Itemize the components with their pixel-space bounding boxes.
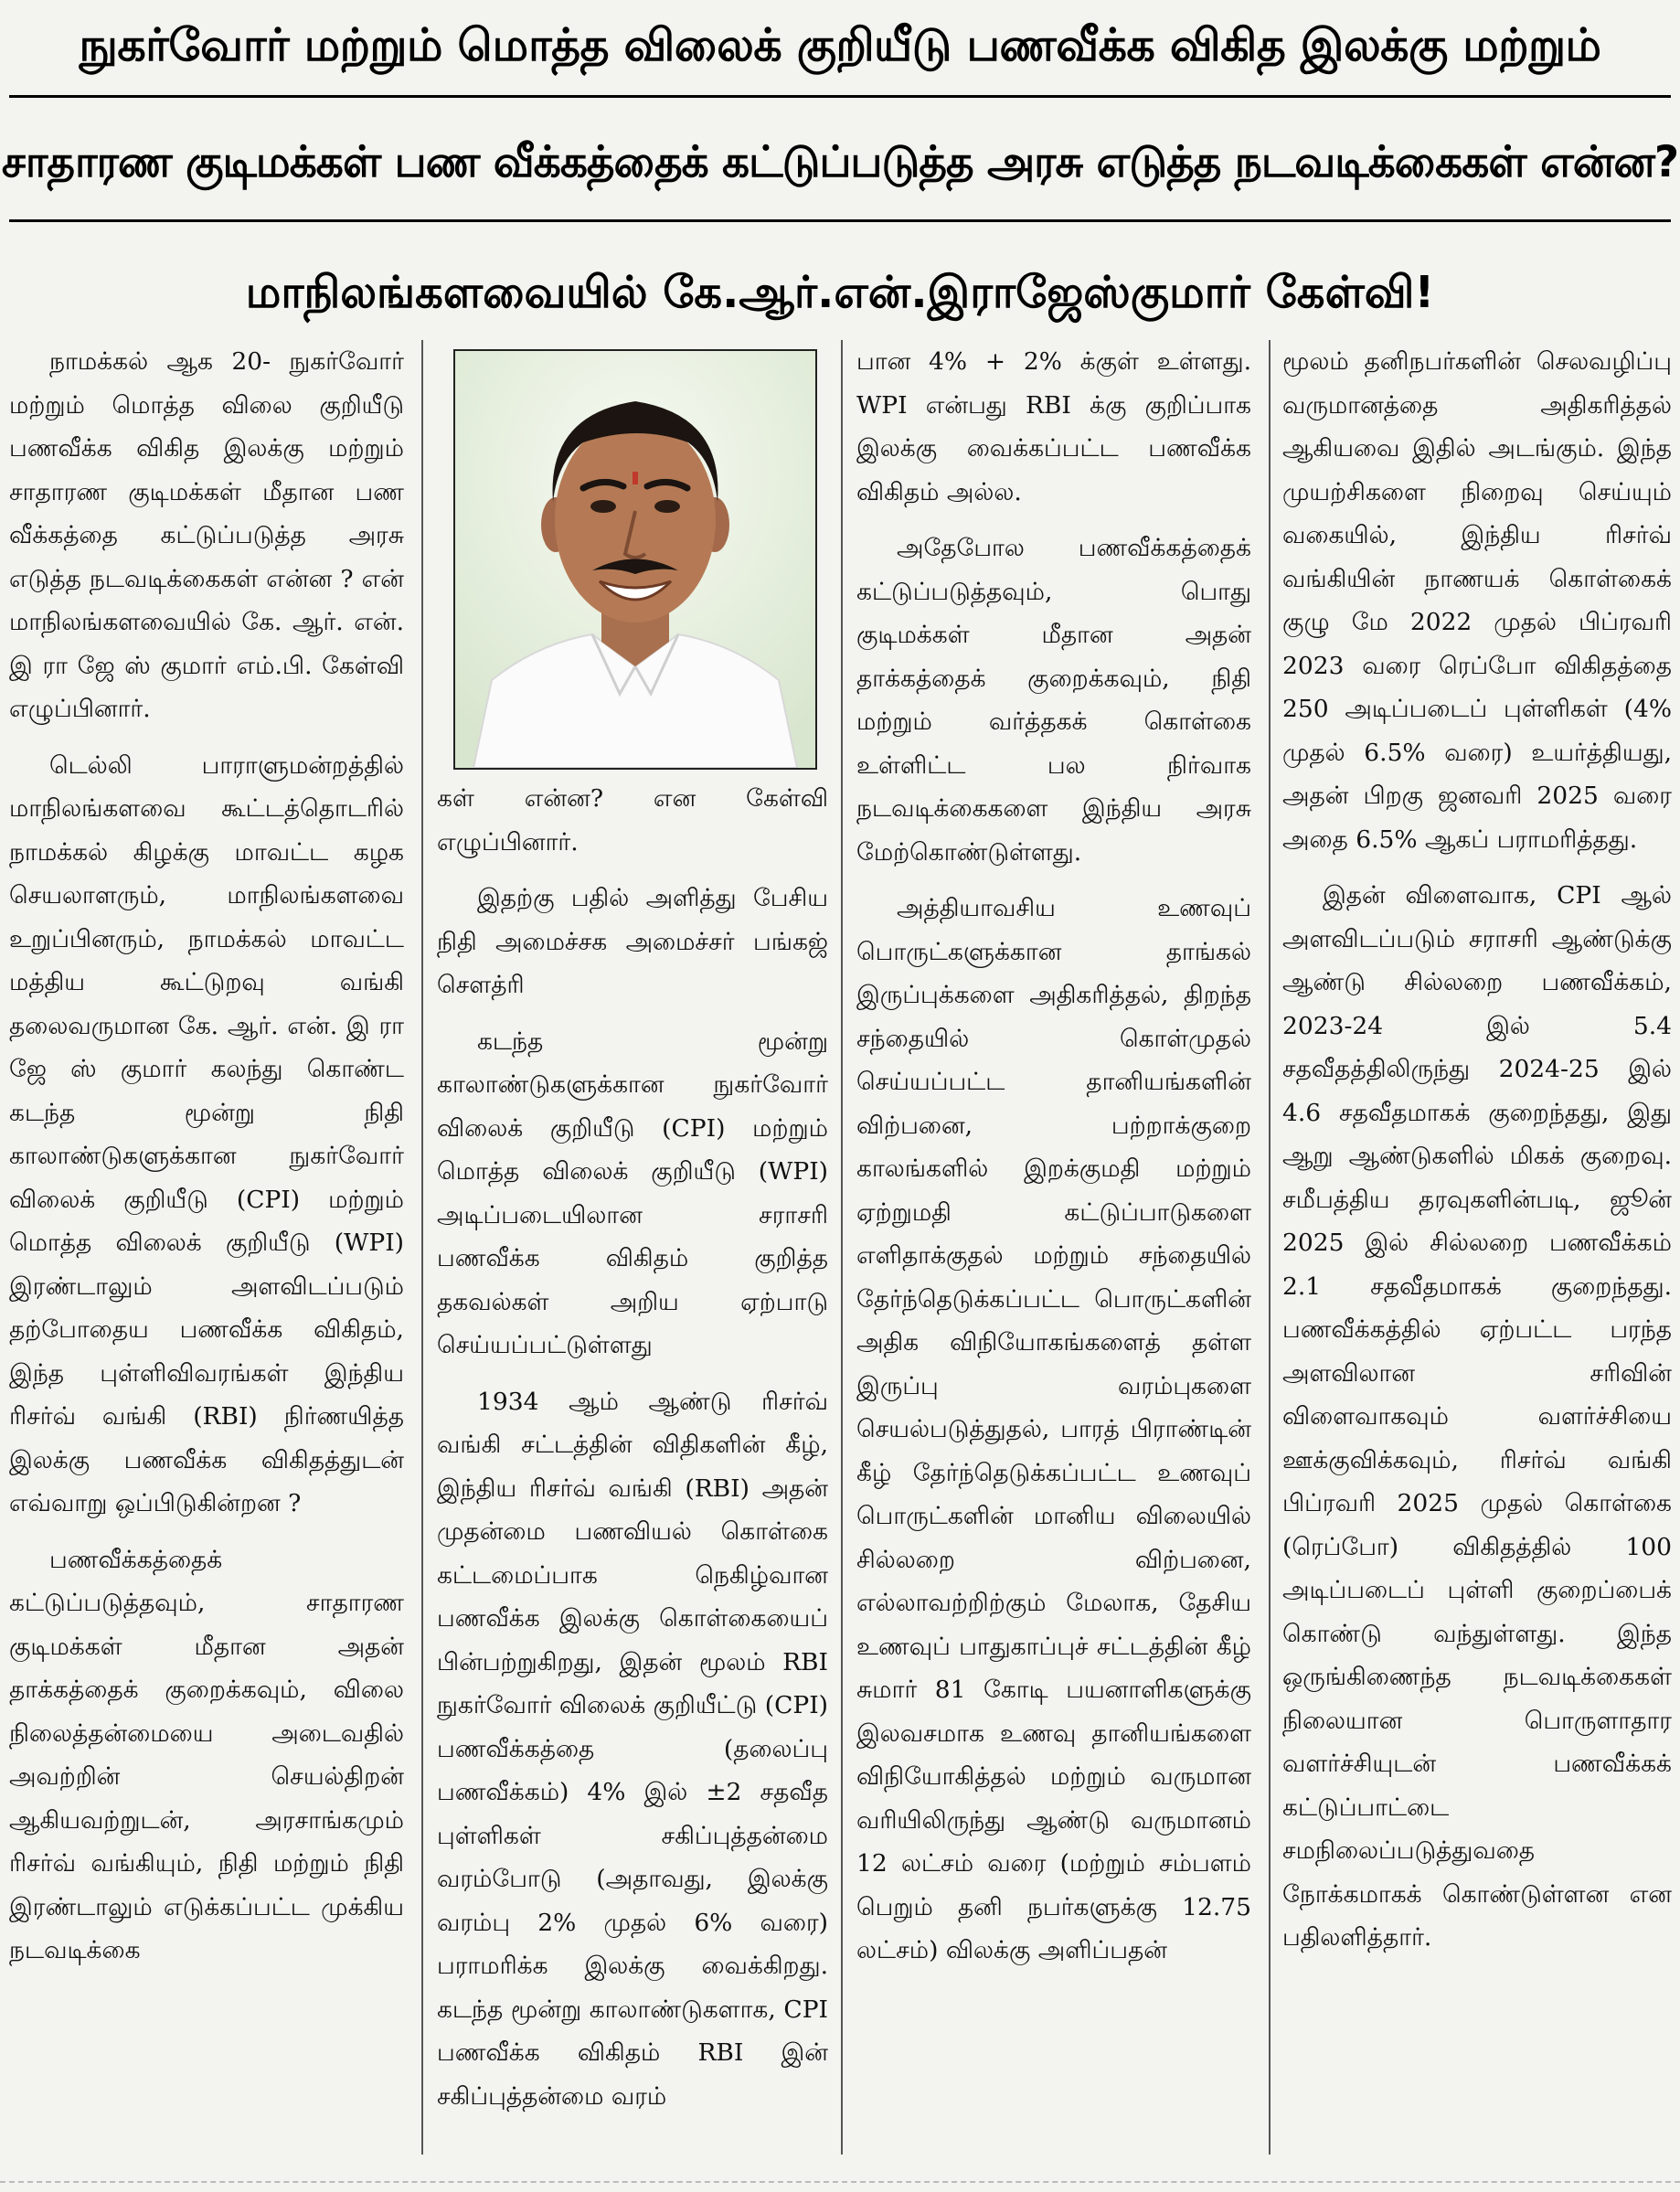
article-column-4 [1282,340,1672,2159]
article-paragraph: அதேபோல பணவீக்கத்தைக் கட்டுப்படுத்தவும், பொது குடிமக்கள் மீதான அதன் தாக்கத்தைக் குறைக்கவும், நிதி மற்றும் வர்த்தகக் கொள்கை உள்ளிட்ட பல நிர்வாக நடவடிக்கைகளை இந்திய அரசு மேற்கொண்டுள்ளது. [856,534,1251,867]
column-divider [841,340,843,2155]
headline-rule-top [9,95,1671,98]
article-paragraph: கடந்த மூன்று காலாண்டுகளுக்கான நுகர்வோர் விலைக் குறியீடு (CPI) மற்றும் மொத்த விலைக் குறியீடு (WPI) அடிப்படையிலான சராசரி பணவீக்க விகிதம் குறித்த தகவல்கள் அறிய ஏற்பாடு செய்யப்பட்டுள்ளது [437,1027,828,1359]
article-paragraph: இதற்கு பதில் அளித்து பேசிய நிதி அமைச்சக அமைச்சர் பங்கஜ் சௌத்ரி [437,884,828,999]
article-column-1 [9,340,404,2159]
headline-line-1: நுகர்வோர் மற்றும் மொத்த விலைக் குறியீடு பணவீக்க விகித இலக்கு மற்றும் [79,19,1601,71]
article-paragraph: நாமக்கல் ஆக 20- நுகர்வோர் மற்றும் மொத்த விலை குறியீடு பணவீக்க விகித இலக்கு மற்றும் சாதாரண குடிமக்கள் மீதான பண வீக்கத்தை கட்டுப்படுத்த அரசு எடுத்த நடவடிக்கைகள் என்ன ? என் மாநிலங்களவையில் கே. ஆர். என். இ ரா ஜே ஸ் குமார் எம்.பி. கேள்வி எழுப்பினார். [9,347,404,723]
column-divider [421,340,423,2155]
headline-line-2: சாதாரண குடிமக்கள் பண வீக்கத்தைக் கட்டுப்படுத்த அரசு எடுத்த நடவடிக்கைகள் என்ன? [1,137,1679,187]
article-paragraph: 1934 ஆம் ஆண்டு ரிசர்வ் வங்கி சட்டத்தின் விதிகளின் கீழ், இந்திய ரிசர்வ் வங்கி (RBI) அதன் முதன்மை பணவியல் கொள்கை கட்டமைப்பாக நெகிழ்வான பணவீக்க இலக்கு கொள்கையைப் பின்பற்றுகிறது, இதன் மூலம் RBI நுகர்வோர் விலைக் குறியீட்டு (CPI) பணவீக்கத்தை (தலைப்பு பணவீக்கம்) 4% இல் ±2 சதவீத புள்ளிகள் சகிப்புத்தன்மை வரம்போடு (அதாவது, இலக்கு வரம்பு 2% முதல் 6% வரை) பராமரிக்க இலக்கு வைக்கிறது. கடந்த மூன்று காலாண்டுகளாக, CPI பணவீக்க விகிதம் RBI இன் சகிப்புத்தன்மை வரம் [437,1387,828,2111]
article-paragraph: மூலம் தனிநபர்களின் செலவழிப்பு வருமானத்தை அதிகரித்தல் ஆகியவை இதில் அடங்கும். இந்த முயற்சிகளை நிறைவு செய்யும் வகையில், இந்திய ரிசர்வ் வங்கியின் நாணயக் கொள்கைக் குழு மே 2022 முதல் பிப்ரவரி 2023 வரை ரெப்போ விகிதத்தை 250 அடிப்படைப் புள்ளிகள் (4% முதல் 6.5% வரை) உயர்த்தியது, அதன் பிறகு ஜனவரி 2025 வரை அதை 6.5% ஆகப் பராமரித்தது. [1282,347,1672,854]
article-paragraph: பணவீக்கத்தைக் கட்டுப்படுத்தவும், சாதாரண குடிமக்கள் மீதான அதன் தாக்கத்தைக் குறைக்கவும், விலை நிலைத்தன்மையை அடைவதில் அவற்றின் செயல்திறன் ஆகியவற்றுடன், அரசாங்கமும் ரிசர்வ் வங்கியும், நிதி மற்றும் நிதி இரண்டாலும் எடுக்கப்பட்ட முக்கிய நடவடிக்கை [9,1545,404,1964]
article-paragraph: டெல்லி பாராளுமன்றத்தில் மாநிலங்களவை கூட்டத்தொடரில் நாமக்கல் கிழக்கு மாவட்ட கழக செயலாளரும், மாநிலங்களவை உறுப்பினரும், நாமக்கல் மாவட்ட மத்திய கூட்டுறவு வங்கி தலைவருமான கே. ஆர். என். இ ரா ஜே ஸ் குமார் கலந்து கொண்ட கடந்த மூன்று நிதி காலாண்டுகளுக்கான நுகர்வோர் விலைக் குறியீடு (CPI) மற்றும் மொத்த விலைக் குறியீடு (WPI) இரண்டாலும் அளவிடப்படும் தற்போதைய பணவீக்க விகிதம், இந்த புள்ளிவிவரங்கள் இந்திய ரிசர்வ் வங்கி (RBI) நிர்ணயித்த இலக்கு பணவீக்க விகிதத்துடன் எவ்வாறு ஒப்பிடுகின்றன ? [9,750,404,1517]
article-column-2 [437,777,828,2157]
column-divider [1269,340,1271,2155]
portrait-photo [453,349,817,770]
article-paragraph: கள் என்ன? என கேள்வி எழுப்பினார். [437,784,828,857]
article-column-3 [856,340,1251,2159]
article-paragraph: பான 4% + 2% க்குள் உள்ளது. WPI என்பது RBI க்கு குறிப்பாக இலக்கு வைக்கப்பட்ட பணவீக்க விகிதம் அல்ல. [856,347,1251,506]
bottom-border [0,2181,1680,2183]
article-paragraph: இதன் விளைவாக, CPI ஆல் அளவிடப்படும் சராசரி ஆண்டுக்கு ஆண்டு சில்லறை பணவீக்கம், 2023-24 இல் 5.4 சதவீதத்திலிருந்து 2024-25 இல் 4.6 சதவீதமாகக் குறைந்தது, இது ஆறு ஆண்டுகளில் மிகக் குறைவு. சமீபத்திய தரவுகளின்படி, ஜூன் 2025 இல் சில்லறை பணவீக்கம் 2.1 சதவீதமாகக் குறைந்தது. பணவீக்கத்தில் ஏற்பட்ட பரந்த அளவிலான சரிவின் விளைவாகவும் வளர்ச்சியை ஊக்குவிக்கவும், ரிசர்வ் வங்கி பிப்ரவரி 2025 முதல் கொள்கை (ரெப்போ) விகிதத்தில் 100 அடிப்படைப் புள்ளி குறைப்பைக் கொண்டு வந்துள்ளது. இந்த ஒருங்கிணைந்த நடவடிக்கைகள் நிலையான பொருளாதார வளர்ச்சியுடன் பணவீக்கக் கட்டுப்பாட்டை சமநிலைப்படுத்துவதை நோக்கமாகக் கொண்டுள்ளன என பதிலளித்தார். [1282,881,1672,1952]
headline-rule-bottom [9,219,1671,222]
headline-line-3: மாநிலங்களவையில் கே.ஆர்.என்.இராஜேஸ்குமார் கேள்வி! [245,267,1435,318]
portrait-illustration [455,351,815,768]
article-paragraph: அத்தியாவசிய உணவுப் பொருட்களுக்கான தாங்கல் இருப்புக்களை அதிகரித்தல், திறந்த சந்தையில் கொள்முதல் செய்யப்பட்ட தானியங்களின் விற்பனை, பற்றாக்குறை காலங்களில் இறக்குமதி மற்றும் ஏற்றுமதி கட்டுப்பாடுகளை எளிதாக்குதல் மற்றும் சந்தையில் தேர்ந்தெடுக்கப்பட்ட பொருட்களின் அதிக விநியோகங்களைத் தள்ள இருப்பு வரம்புகளை செயல்படுத்துதல், பாரத் பிராண்டின் கீழ் தேர்ந்தெடுக்கப்பட்ட உணவுப் பொருட்களின் மானிய விலையில் சில்லறை விற்பனை, எல்லாவற்றிற்கும் மேலாக, தேசிய உணவுப் பாதுகாப்புச் சட்டத்தின் கீழ் சுமார் 81 கோடி பயனாளிகளுக்கு இலவசமாக உணவு தானியங்களை விநியோகித்தல் மற்றும் வருமான வரியிலிருந்து ஆண்டு வருமானம் 12 லட்சம் வரை (மற்றும் சம்பளம் பெறும் தனி நபர்களுக்கு 12.75 லட்சம்) விலக்கு அளிப்பதன் [856,894,1251,1964]
